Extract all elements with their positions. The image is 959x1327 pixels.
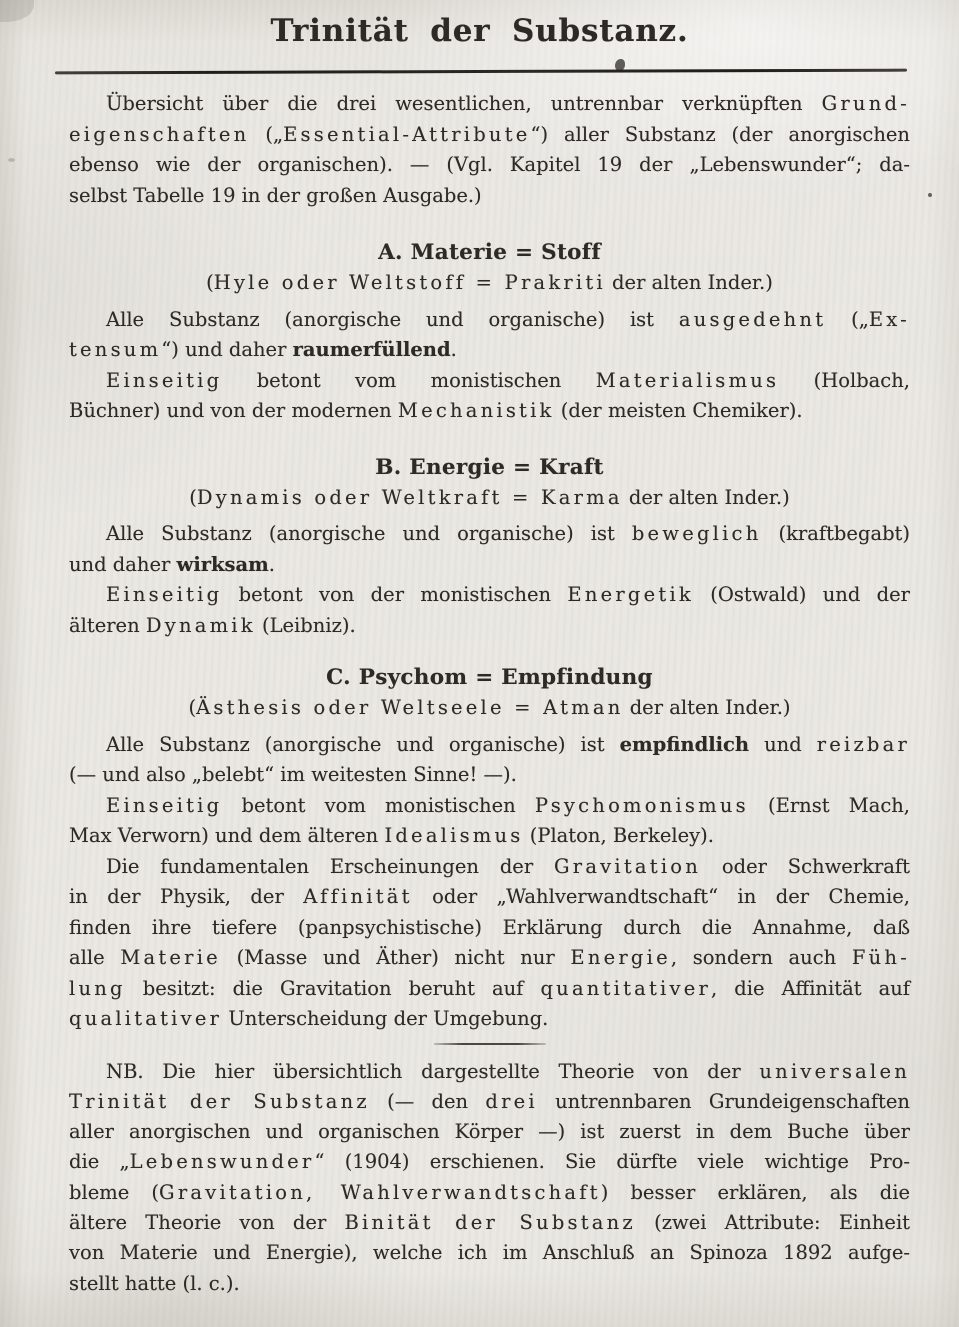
text-segment: (zwei Attribute: Einheit [635, 1210, 911, 1234]
text-line [69, 882, 910, 913]
text-segment: wirksam [176, 552, 269, 576]
page-content [69, 89, 910, 1299]
text-segment: älteren [69, 613, 146, 637]
section-b-paragraph-2 [69, 580, 910, 641]
text-segment: reizbar [816, 732, 911, 756]
text-segment: aller anorgischen und organischen Körper —) ist zuerst in dem Buche über [69, 1120, 910, 1144]
text-line [69, 120, 910, 151]
text-segment: selbst Tabelle 19 in der großen Ausgabe.) [69, 183, 482, 207]
page-title: Trinität der Substanz. [270, 13, 689, 49]
text-segment: alle [69, 946, 121, 969]
text-segment: (— den [369, 1089, 486, 1113]
text-segment: Psychomonismus [534, 793, 749, 817]
text-segment: Die fundamentalen Erscheinungen der [106, 854, 554, 878]
text-segment: NB. Die hier übersichtlich dargestellte Theorie von der [106, 1059, 760, 1083]
text-segment: ) besser erklären, als die [600, 1180, 910, 1204]
text-segment: Alle Substanz (anorgische und organische) ist [106, 732, 620, 756]
text-line [69, 181, 910, 212]
text-segment: Füh- [851, 946, 910, 969]
text-segment: Hyle oder Weltstoff = Prakriti [213, 271, 606, 294]
text-segment: Gravitation, Wahlverwandtschaft [159, 1180, 601, 1204]
text-line [69, 550, 910, 581]
text-segment: “ (1904) erschienen. Sie dürfte viele wichtige Pro- [314, 1150, 910, 1174]
text-segment: Max Verworn) und dem älteren [69, 824, 385, 847]
text-segment: in der Physik, der [69, 885, 304, 908]
text-segment: Alle Substanz (anorgische und organische) ist [106, 522, 632, 545]
text-segment: Energie [570, 946, 671, 969]
section-b-paragraph-1 [69, 519, 910, 580]
text-segment: Mechanistik [397, 399, 555, 422]
text-line [69, 1004, 910, 1035]
text-segment: betont vom monistischen [222, 368, 596, 392]
text-segment: “) und daher [161, 338, 293, 361]
text-line [69, 519, 910, 550]
text-line [69, 1087, 910, 1117]
text-segment: ältere Theorie von der [69, 1210, 345, 1234]
text-segment: ebenso wie der organischen). — (Vgl. Kapitel 19 der „Lebenswunder“; da- [69, 153, 910, 176]
text-line [69, 1117, 910, 1147]
text-segment: Übersicht über die drei wesentlichen, untrennbar verknüpften [106, 92, 822, 115]
text-segment: Gravitation [554, 854, 702, 878]
section-c-paragraph-2 [69, 791, 910, 852]
section-c-subheading [69, 693, 910, 724]
text-line [69, 730, 910, 761]
text-line [69, 974, 910, 1005]
text-line [69, 913, 910, 944]
text-segment: („ [249, 122, 284, 146]
text-segment: eigenschaften [69, 122, 250, 146]
section-b-subheading [69, 483, 910, 514]
text-segment: ( [189, 485, 197, 509]
text-segment: Ex- [868, 307, 910, 331]
text-segment: und [749, 732, 817, 756]
text-segment: bleme ( [69, 1180, 160, 1204]
text-segment: beweglich [631, 522, 762, 545]
text-segment: Einseitig [106, 583, 223, 606]
text-segment: Unterscheidung der Umgebung. [222, 1007, 549, 1030]
section-c-heading: C. Psychom = Empfindung [326, 665, 653, 690]
text-segment: universalen [759, 1059, 910, 1083]
text-segment: und daher [69, 552, 177, 576]
text-segment: quantitativer [540, 976, 712, 1000]
text-segment: “) aller Substanz (der anorgischen [530, 122, 910, 146]
text-line [69, 335, 910, 366]
text-segment: ( [188, 696, 197, 719]
text-segment: betont von der monistischen [222, 583, 568, 606]
text-segment: von Materie und Energie), welche ich im Anschluß an Spinoza 1892 aufge- [69, 1241, 910, 1265]
text-line [69, 1238, 910, 1268]
text-segment: Lebenswunder [129, 1150, 315, 1174]
text-segment: Grund- [821, 92, 910, 115]
ink-speck [928, 193, 932, 197]
text-segment: (Platon, Berkeley). [523, 824, 714, 847]
text-segment: Einseitig [106, 793, 223, 817]
text-segment: (Masse und Äther) nicht nur [220, 946, 571, 969]
text-segment: („ [826, 307, 869, 331]
text-segment: tensum [69, 338, 162, 361]
text-segment: (Leibniz). [255, 613, 356, 637]
text-segment: (Holbach, [779, 368, 910, 392]
text-line [69, 366, 910, 397]
text-segment: (der meisten Chemiker). [554, 399, 803, 422]
text-segment: oder Schwerkraft [701, 854, 910, 878]
section-a-paragraph-1 [69, 305, 910, 366]
text-line [69, 611, 910, 642]
text-segment: (Ostwald) und der [693, 583, 910, 606]
text-segment: Dynamik [145, 613, 256, 637]
text-segment: die „ [69, 1150, 130, 1174]
text-segment: drei [485, 1089, 538, 1113]
text-segment: der alten Inder.) [622, 485, 790, 509]
text-line [69, 1178, 910, 1208]
text-segment: , die Affinität auf [711, 976, 910, 1000]
text-line [69, 396, 910, 427]
text-line [69, 268, 910, 299]
text-segment: empfindlich [619, 732, 750, 756]
text-segment: Ästhesis oder Weltseele = Atman [196, 696, 624, 719]
text-segment: Energetik [567, 583, 694, 606]
text-line [69, 1208, 910, 1238]
text-line [69, 760, 910, 791]
title-rule [55, 69, 907, 75]
text-segment: Einseitig [106, 368, 223, 392]
text-segment: Dynamis oder Weltkraft = Karma [196, 485, 623, 509]
text-segment: betont vom monistischen [222, 793, 535, 817]
text-segment: (kraftbegabt) [761, 522, 910, 545]
text-line [69, 1057, 910, 1087]
text-segment: untrennbaren Grundeigenschaften [537, 1089, 910, 1113]
text-segment: Binität der Substanz [344, 1210, 636, 1234]
section-a-heading: A. Materie = Stoff [378, 240, 601, 265]
text-segment: stellt hatte (l. c.). [69, 1271, 240, 1295]
section-a-subheading [69, 268, 910, 299]
text-segment: finden ihre tiefere (panpsychistische) Erklärung durch die Annahme, daß [69, 915, 910, 939]
text-segment: . [450, 338, 457, 361]
section-divider [434, 1043, 546, 1045]
section-c-paragraph-3 [69, 852, 910, 1035]
text-segment: qualitativer [69, 1007, 223, 1030]
text-segment: raumerfüllend [292, 338, 451, 361]
text-segment: Essential-Attribute [283, 122, 531, 146]
text-segment: Materie [120, 946, 221, 969]
ink-speck [8, 158, 15, 162]
section-a-paragraph-2 [69, 366, 910, 427]
text-segment: ausgedehnt [678, 307, 827, 331]
text-segment: ( [206, 271, 214, 294]
text-segment: oder „Wahlverwandtschaft“ in der Chemie, [412, 885, 910, 908]
text-segment: Affinität [303, 885, 413, 908]
text-segment: (— und also „belebt“ im weitesten Sinne! —). [69, 763, 517, 786]
text-segment: Trinität der Substanz [69, 1089, 370, 1113]
text-line [69, 89, 910, 120]
text-line [69, 305, 910, 336]
text-segment: Büchner) und von der modernen [69, 399, 398, 422]
text-line [69, 150, 910, 181]
section-c-paragraph-1 [69, 730, 910, 791]
text-line [69, 580, 910, 611]
text-segment: lung [69, 976, 126, 1000]
text-line [69, 1147, 910, 1177]
text-segment: besitzt: die Gravitation beruht auf [125, 976, 541, 1000]
text-line [69, 852, 910, 883]
text-line [69, 693, 910, 724]
text-line [69, 791, 910, 822]
text-line [69, 943, 910, 974]
text-line [69, 1269, 910, 1299]
text-segment: (Ernst Mach, [748, 793, 910, 817]
text-segment: , sondern auch [670, 946, 852, 969]
text-segment: Alle Substanz (anorgische und organische) ist [106, 307, 679, 331]
text-segment: . [268, 552, 275, 576]
intro-paragraph [69, 89, 910, 211]
text-segment: der alten Inder.) [605, 271, 773, 294]
text-line [69, 821, 910, 852]
text-line [69, 483, 910, 514]
text-segment: der alten Inder.) [623, 696, 791, 719]
text-segment: Idealismus [384, 824, 524, 847]
section-b-heading: B. Energie = Kraft [375, 454, 604, 480]
nb-paragraph [69, 1057, 910, 1299]
text-segment: Materialismus [595, 368, 780, 392]
